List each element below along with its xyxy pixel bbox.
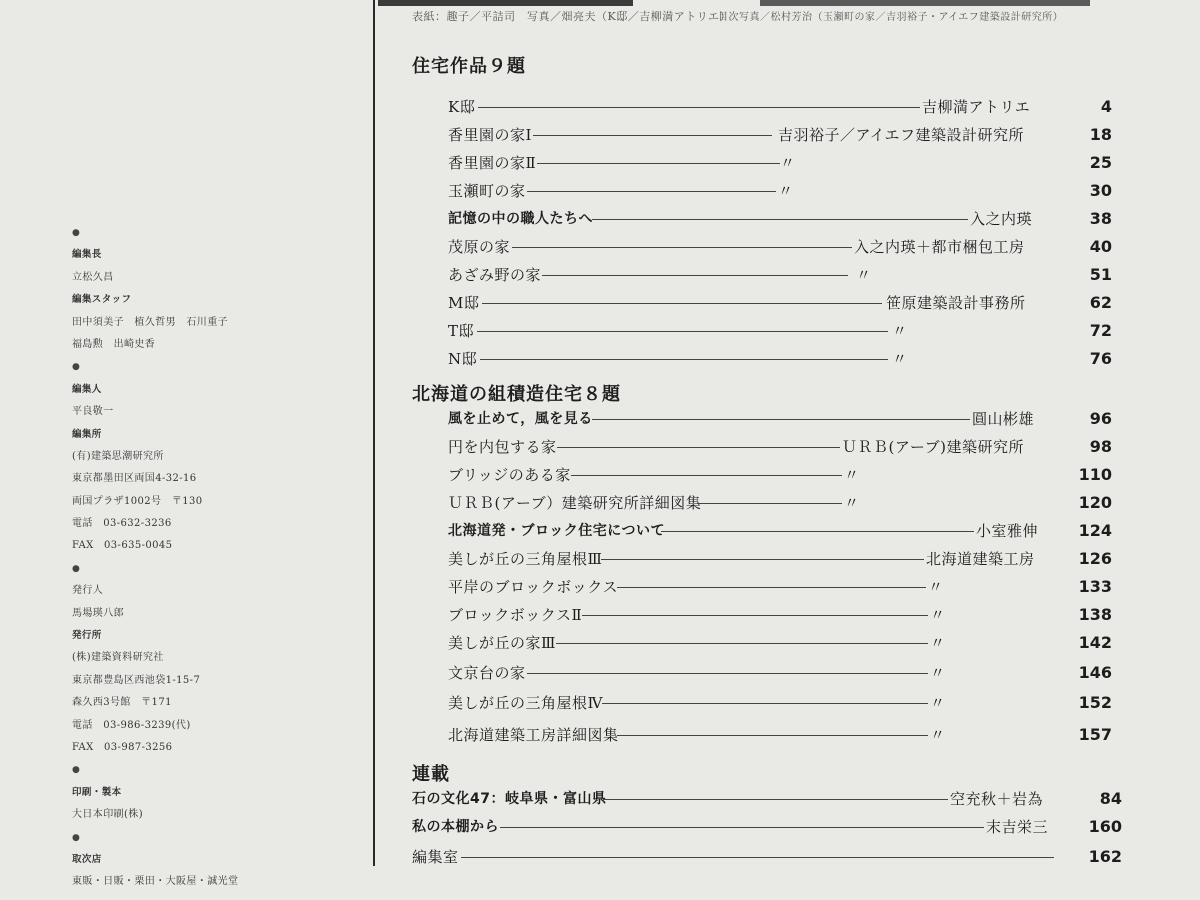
dot-leader (557, 447, 840, 448)
cover-credit: 表紙：趣子／平詰司 写真／畑亮夫（K邸／吉柳満アトリエ） (412, 10, 731, 23)
dot-leader (582, 615, 928, 616)
toc-page-number: 157 (1078, 725, 1112, 744)
toc-page-number: 120 (1078, 493, 1112, 512)
toc-page-number: 146 (1078, 663, 1112, 682)
colophon-line: (有)建築思潮研究所 (72, 450, 164, 462)
toc-entry (448, 408, 1048, 432)
toc-entry (448, 320, 1048, 344)
colophon-bullet: ● (72, 228, 81, 238)
toc-entry (448, 632, 1048, 656)
dot-leader (571, 475, 842, 476)
toc-page-number: 62 (1089, 293, 1112, 312)
dot-leader (592, 219, 968, 220)
toc-entry (448, 208, 1048, 232)
dot-leader (461, 857, 1054, 858)
colophon-line: 平良敬一 (72, 406, 114, 418)
toc-entry-author: 圓山彬雄 (972, 410, 1035, 428)
colophon-bullet: ● (72, 362, 81, 373)
dot-leader (601, 559, 924, 560)
dot-leader (477, 331, 888, 332)
contents-photo-strip (760, 0, 1090, 6)
toc-entry-author: 空充秋＋岩為 (950, 790, 1044, 808)
toc-entry (448, 576, 1048, 600)
toc-entry-author: ＵＲＢ(アーブ)建築研究所 (842, 438, 1025, 456)
toc-page-number: 126 (1078, 549, 1112, 568)
toc-entry-title: 玉瀬町の家 (448, 182, 526, 200)
colophon-bullet: ● (72, 832, 81, 843)
toc-entry (448, 520, 1048, 544)
colophon-line: 立松久昌 (72, 271, 114, 283)
colophon-line: 両国プラザ1002号 〒130 (72, 495, 203, 507)
colophon-bullet: ● (72, 765, 81, 776)
toc-page-number: 84 (1099, 789, 1122, 808)
toc-entry (448, 152, 1048, 176)
toc-entry (448, 436, 1048, 460)
toc-page-number: 18 (1089, 125, 1112, 144)
toc-entry (412, 846, 1054, 870)
toc-page-number: 98 (1089, 437, 1112, 456)
toc-entry-author: 〃 (780, 154, 796, 172)
toc-entry-title: 私の本棚から (412, 819, 499, 835)
colophon-line: 編集所 (72, 428, 102, 440)
colophon-line: 東京都豊島区西池袋1-15-7 (72, 674, 201, 686)
dot-leader (482, 303, 882, 304)
toc-page-number: 133 (1078, 577, 1112, 596)
toc-entry-title: ブロックボックスⅡ (448, 606, 583, 624)
toc-entry-title: 記憶の中の職人たちへ (448, 211, 593, 227)
toc-entry-author: 吉羽裕子／アイエフ建築設計研究所 (778, 126, 1025, 144)
toc-entry-title: ＵＲＢ(アーブ）建築研究所詳細図集 (448, 494, 702, 512)
toc-page-number: 40 (1089, 237, 1112, 256)
toc-entry-title: 風を止めて，風を見る (448, 411, 593, 427)
vertical-divider (373, 0, 375, 866)
toc-page-number: 162 (1088, 847, 1122, 866)
colophon-line: FAX 03-987-3256 (72, 741, 173, 753)
toc-entry-author: 入之内瑛 (970, 210, 1033, 228)
toc-entry-title: 茂原の家 (448, 238, 511, 256)
dot-leader (617, 735, 928, 736)
toc-entry-author: 入之内瑛＋都市梱包工房 (854, 238, 1025, 256)
toc-entry-author: 〃 (892, 322, 908, 340)
dot-leader (537, 163, 780, 164)
toc-entry-title: 北海道建築工房詳細図集 (448, 726, 619, 744)
toc-entry-author: 〃 (778, 182, 794, 200)
dot-leader (602, 703, 928, 704)
toc-entry-author: 吉柳満アトリエ (922, 98, 1031, 116)
toc-entry (448, 604, 1048, 628)
toc-entry (448, 492, 1048, 516)
cover-photo-strip (378, 0, 633, 6)
toc-entry-author: 〃 (928, 578, 944, 596)
toc-page-number: 30 (1089, 181, 1112, 200)
toc-page-number: 124 (1078, 521, 1112, 540)
toc-entry (448, 264, 1048, 288)
toc-page-number: 142 (1078, 633, 1112, 652)
dot-leader (556, 643, 928, 644)
toc-page-number: 96 (1089, 409, 1112, 428)
toc-entry (448, 236, 1048, 260)
colophon-line: 大日本印刷(株) (72, 809, 144, 821)
colophon-line: 電話 03-986-3239(代) (72, 719, 191, 731)
toc-page-number: 51 (1089, 265, 1112, 284)
colophon-line: 編集スタッフ (72, 294, 132, 306)
toc-entry-author: 〃 (930, 606, 946, 624)
toc-entry-author: 〃 (856, 266, 872, 284)
toc-entry-title: ブリッジのある家 (448, 466, 571, 484)
toc-entry-author: 〃 (892, 350, 908, 368)
toc-entry (412, 816, 1054, 840)
colophon-line: 発行所 (72, 630, 102, 642)
colophon (72, 222, 302, 894)
toc-entry-title: 美しが丘の三角屋根Ⅳ (448, 694, 603, 712)
toc-entry-title: 香里園の家Ⅱ (448, 154, 537, 172)
toc-entry-author: 小室雅伸 (976, 522, 1039, 540)
toc-page-number: 4 (1100, 97, 1112, 116)
section-title-hokkaido: 北海道の組積造住宅８題 (412, 384, 621, 405)
colophon-line: 福島勲 出崎史香 (72, 338, 156, 350)
toc-entry (448, 348, 1048, 372)
dot-leader (661, 531, 974, 532)
colophon-line: (株)建築資料研究社 (72, 652, 164, 664)
toc-entry-author: 〃 (844, 494, 860, 512)
toc-entry-author: 〃 (930, 634, 946, 652)
toc-page-number: 160 (1088, 817, 1122, 836)
toc-entry-author: 〃 (930, 664, 946, 682)
dot-leader (603, 799, 948, 800)
toc-entry (412, 788, 1054, 812)
toc-entry-title: 美しが丘の三角屋根Ⅲ (448, 550, 603, 568)
section-title-houses: 住宅作品９題 (412, 56, 526, 77)
dot-leader (697, 503, 842, 504)
dot-leader (617, 587, 926, 588)
toc-entry (448, 692, 1048, 716)
colophon-line: 電話 03-632-3236 (72, 518, 172, 530)
toc-entry (448, 464, 1048, 488)
colophon-bullet: ● (72, 563, 81, 574)
dot-leader (500, 827, 984, 828)
toc-page-number: 138 (1078, 605, 1112, 624)
colophon-line: 東販・日販・栗田・大阪屋・誠光堂 (72, 876, 239, 888)
toc-entry-title: 北海道発・ブロック住宅について (448, 523, 665, 539)
colophon-line: 編集長 (72, 249, 102, 261)
toc-entry-title: 香里園の家Ⅰ (448, 126, 532, 144)
toc-entry-title: 石の文化47：岐阜県・富山県 (412, 791, 607, 807)
toc-entry-title: 平岸のブロックボックス (448, 578, 619, 596)
toc-entry-author: 北海道建築工房 (926, 550, 1035, 568)
toc-entry (448, 292, 1048, 316)
toc-entry-title: 文京台の家 (448, 664, 526, 682)
toc-entry-author: 〃 (930, 726, 946, 744)
toc-page-number: 76 (1089, 349, 1112, 368)
toc-page-number: 38 (1089, 209, 1112, 228)
toc-page-number: 152 (1078, 693, 1112, 712)
toc-entry-author: 笹原建築設計事務所 (886, 294, 1026, 312)
toc-entry-title: 美しが丘の家Ⅲ (448, 634, 556, 652)
toc-entry (448, 548, 1048, 572)
colophon-line: 田中須美子 植久哲男 石川重子 (72, 316, 228, 328)
toc-entry-author: 末吉栄三 (986, 818, 1049, 836)
toc-entry-title: 円を内包する家 (448, 438, 557, 456)
toc-entry-title: N邸 (448, 350, 478, 368)
colophon-line: 印刷・製本 (72, 786, 122, 798)
toc-page-number: 25 (1089, 153, 1112, 172)
toc-entry (448, 124, 1048, 148)
toc-entry (448, 96, 1048, 120)
dot-leader (527, 673, 928, 674)
colophon-line: 森久西3号館 〒171 (72, 697, 172, 709)
dot-leader (478, 107, 920, 108)
toc-page-number: 72 (1089, 321, 1112, 340)
dot-leader (480, 359, 888, 360)
toc-entry (448, 180, 1048, 204)
toc-entry (448, 662, 1048, 686)
section-title-serial: 連載 (412, 764, 450, 785)
toc-entry-title: T邸 (448, 322, 475, 340)
contents-photo-credit: 目次写真／松村芳治（玉瀬町の家／吉羽裕子・アイエフ建築設計研究所） (718, 12, 1064, 23)
colophon-line: 発行人 (72, 585, 104, 597)
toc-entry-title: 編集室 (412, 848, 459, 866)
colophon-line: 馬場瑛八郎 (72, 607, 124, 619)
dot-leader (542, 275, 848, 276)
toc-page-number: 110 (1078, 465, 1112, 484)
toc-entry-author: 〃 (844, 466, 860, 484)
dot-leader (512, 247, 852, 248)
colophon-line: FAX 03-635-0045 (72, 540, 173, 552)
toc-entry-title: あざみ野の家 (448, 266, 542, 284)
colophon-line: 編集人 (72, 383, 102, 395)
dot-leader (527, 191, 776, 192)
colophon-line: 取次店 (72, 853, 102, 865)
dot-leader (592, 419, 970, 420)
toc-entry-title: K邸 (448, 98, 476, 116)
dot-leader (533, 135, 772, 136)
toc-entry-title: M邸 (448, 294, 480, 312)
colophon-line: 東京都墨田区両国4-32-16 (72, 473, 197, 485)
toc-entry (448, 724, 1048, 748)
toc-entry-author: 〃 (930, 694, 946, 712)
